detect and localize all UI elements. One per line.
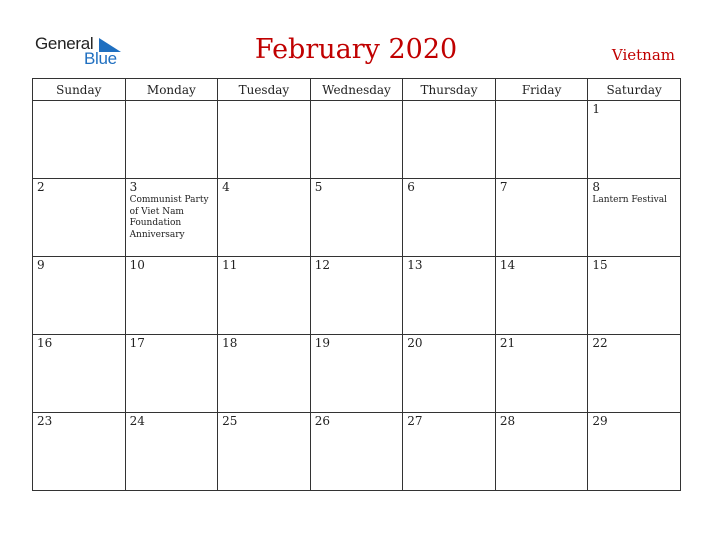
- day-number: 8: [592, 180, 601, 194]
- day-cell: [588, 257, 681, 335]
- day-cell: [125, 101, 218, 179]
- day-number: 17: [129, 336, 145, 350]
- day-number: 13: [407, 258, 423, 272]
- day-cell: [403, 101, 496, 179]
- day-number: 22: [592, 336, 608, 350]
- day-cell: [310, 257, 403, 335]
- day-number: 19: [314, 336, 330, 350]
- day-number: 5: [314, 180, 323, 194]
- day-cell: [495, 335, 588, 413]
- calendar-grid: [32, 78, 681, 491]
- country-name: Vietnam: [611, 46, 675, 64]
- day-cell: [403, 413, 496, 491]
- day-number: 9: [37, 258, 45, 272]
- day-number: 14: [499, 258, 516, 272]
- day-number: 28: [499, 414, 516, 428]
- day-number: 12: [314, 258, 330, 272]
- day-number: 10: [129, 258, 145, 272]
- holiday-label: Communist Party of Viet Nam Foundation Anniversary: [129, 195, 209, 240]
- day-cell: [495, 257, 588, 335]
- day-cell: [495, 101, 588, 179]
- weekday-header: Sunday: [33, 79, 126, 101]
- day-cell: [33, 257, 126, 335]
- day-number: 26: [314, 414, 330, 428]
- day-number: 2: [37, 180, 45, 194]
- day-cell: [33, 179, 126, 257]
- day-number: 21: [499, 336, 516, 350]
- day-cell: [33, 413, 126, 491]
- day-number: 1: [592, 102, 601, 116]
- day-number: 23: [37, 414, 53, 428]
- day-number: 16: [37, 336, 53, 350]
- day-cell: [125, 257, 218, 335]
- weekday-header-row: [33, 79, 681, 101]
- day-number: 20: [407, 336, 423, 350]
- week-row: [33, 179, 681, 257]
- weekday-header: Saturday: [588, 79, 681, 101]
- day-cell: [33, 101, 126, 179]
- day-number: 11: [222, 258, 238, 272]
- day-number: 24: [129, 414, 145, 428]
- day-cell: [495, 179, 588, 257]
- day-cell: [588, 101, 681, 179]
- day-number: 15: [592, 258, 608, 272]
- day-cell: [125, 413, 218, 491]
- day-number: 3: [129, 180, 138, 194]
- day-cell: [33, 335, 126, 413]
- day-number: 18: [222, 336, 238, 350]
- day-cell: [218, 413, 311, 491]
- calendar-weeks: [33, 101, 681, 491]
- day-number: 4: [222, 180, 230, 194]
- logo-word-blue: Blue: [84, 49, 117, 68]
- day-cell: [403, 335, 496, 413]
- weekday-header: Friday: [495, 79, 588, 101]
- day-cell: [310, 335, 403, 413]
- week-row: [33, 257, 681, 335]
- day-cell: [588, 413, 681, 491]
- weekday-header: Monday: [125, 79, 218, 101]
- day-cell: [588, 179, 681, 257]
- weekday-header: Thursday: [403, 79, 496, 101]
- week-row: [33, 101, 681, 179]
- weekday-header: Wednesday: [310, 79, 403, 101]
- week-row: [33, 335, 681, 413]
- day-number: 27: [407, 414, 423, 428]
- day-number: 7: [499, 180, 508, 194]
- day-number: 6: [407, 180, 415, 194]
- day-cell: [403, 257, 496, 335]
- day-cell: [218, 179, 311, 257]
- week-row: [33, 413, 681, 491]
- day-cell: [125, 335, 218, 413]
- day-cell: [218, 335, 311, 413]
- holiday-label: Lantern Festival: [592, 195, 667, 205]
- calendar-title: February 2020: [254, 34, 458, 65]
- weekday-header: Tuesday: [218, 79, 311, 101]
- day-cell: [403, 179, 496, 257]
- logo-word-general: General: [35, 34, 94, 53]
- day-cell: [310, 179, 403, 257]
- day-number: 25: [222, 414, 238, 428]
- day-cell: [588, 335, 681, 413]
- day-cell: [125, 179, 218, 257]
- day-cell: [310, 101, 403, 179]
- day-cell: [218, 257, 311, 335]
- day-cell: [495, 413, 588, 491]
- day-cell: [218, 101, 311, 179]
- day-number: 29: [592, 414, 608, 428]
- day-cell: [310, 413, 403, 491]
